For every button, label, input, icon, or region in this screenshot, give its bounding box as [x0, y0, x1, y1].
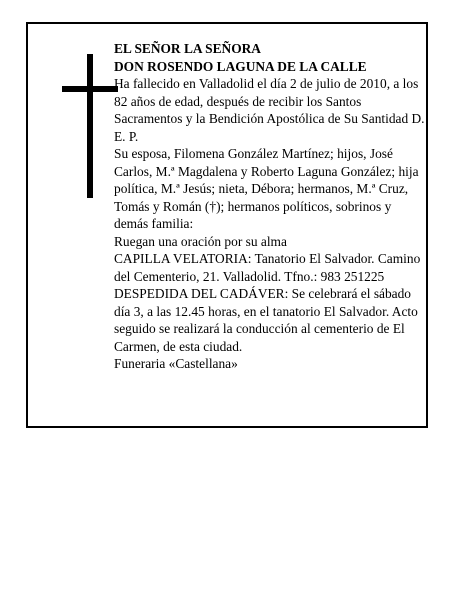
deceased-name: DON ROSENDO LAGUNA DE LA CALLE — [114, 58, 367, 74]
prayer-request: Ruegan una oración por su alma — [114, 233, 287, 249]
cross-vertical-bar — [87, 54, 93, 198]
cross-horizontal-bar — [62, 86, 118, 92]
notice-text — [114, 40, 426, 373]
chapel-info: CAPILLA VELATORIA: Tanatorio El Salvador. Camino del Cementerio, 21. Valladolid. Tfno.: 983 251225 — [114, 251, 421, 284]
farewell-info: DESPEDIDA DEL CADÁVER: Se celebrará el sábado día 3, a las 12.45 horas, en el tanatorio El Salvador. Acto seguido se realizará la conducción al cementerio de El Carmen, de esta ciudad. — [114, 286, 418, 354]
cross-icon — [62, 54, 118, 198]
obituary-notice — [26, 22, 428, 428]
death-announcement: Ha fallecido en Valladolid el día 2 de julio de 2010, a los 82 años de edad, después de recibir los Santos Sacramentos y la Bendición Apostólica de Su Santidad D. E. P. — [114, 76, 425, 144]
funeral-home: Funeraria «Castellana» — [114, 356, 238, 371]
family-list: Su esposa, Filomena González Martínez; hijos, José Carlos, M.ª Magdalena y Roberto Laguna González; hija política, M.ª Jesús; nieta, Débora; hermanos, M.ª Cruz, Tomás y Román (†); hermanos políticos, sobrinos y demás familia: — [114, 146, 419, 231]
header-line-1: EL SEÑOR LA SEÑORA — [114, 41, 261, 56]
